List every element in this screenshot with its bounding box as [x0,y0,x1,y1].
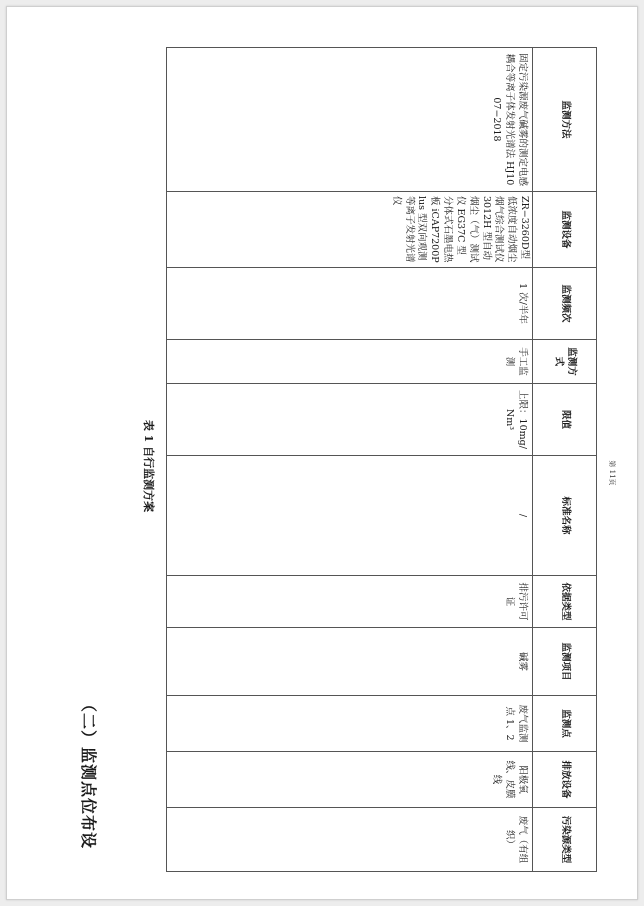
cell-monitoring-point: 废气监测点 1、2 [167,696,533,752]
monitoring-plan-table [166,47,597,872]
cell-monitoring-frequency: 1 次/半年 [167,268,533,340]
header-pollution-type: 污染源类型 [533,808,597,872]
cell-standard-name: / [167,456,533,576]
header-monitoring-point: 监测点 [533,696,597,752]
cell-monitoring-item: 碱雾 [167,628,533,696]
cell-monitoring-equipment: ZR−3260D型低浓度自动烟尘烟气综合测试仪 3012H 型自动烟尘（气）测试仪 EG37C 型分体式石墨电热板 iCAP7200Plus 型双向观测等离子发射光谱仪 [167,192,533,268]
header-monitoring-item: 监测项目 [533,628,597,696]
header-monitoring-frequency: 监测频次 [533,268,597,340]
cell-basis-type: 排污许可证 [167,576,533,628]
header-monitoring-equipment: 监测设备 [533,192,597,268]
header-basis-type: 依据类型 [533,576,597,628]
header-standard-name: 标准名称 [533,456,597,576]
table-caption: 表 1 自行监测方案 [142,419,155,513]
header-limit: 限值 [533,384,597,456]
table-header-row [533,48,597,872]
header-discharge-equipment: 排放设备 [533,752,597,808]
cell-limit: 上限：10mg/Nm³ [167,384,533,456]
header-monitoring-method: 监测方法 [533,48,597,192]
cell-discharge-equipment: 阳极氧线、皮膜线 [167,752,533,808]
section-title: （二）监测点位布设 [79,696,98,850]
document-page [6,6,638,900]
page-number: 第 11页 [608,460,616,486]
cell-monitoring-mode: 手工监测 [167,340,533,384]
cell-monitoring-method: 固定污染源废气碱雾的测定电感耦合等离子体发射光谱法 HJ1007−2018 [167,48,533,192]
rotated-content [7,7,637,899]
cell-pollution-type: 废气（有组织） [167,808,533,872]
header-monitoring-mode: 监测方式 [533,340,597,384]
table-row [167,48,533,872]
